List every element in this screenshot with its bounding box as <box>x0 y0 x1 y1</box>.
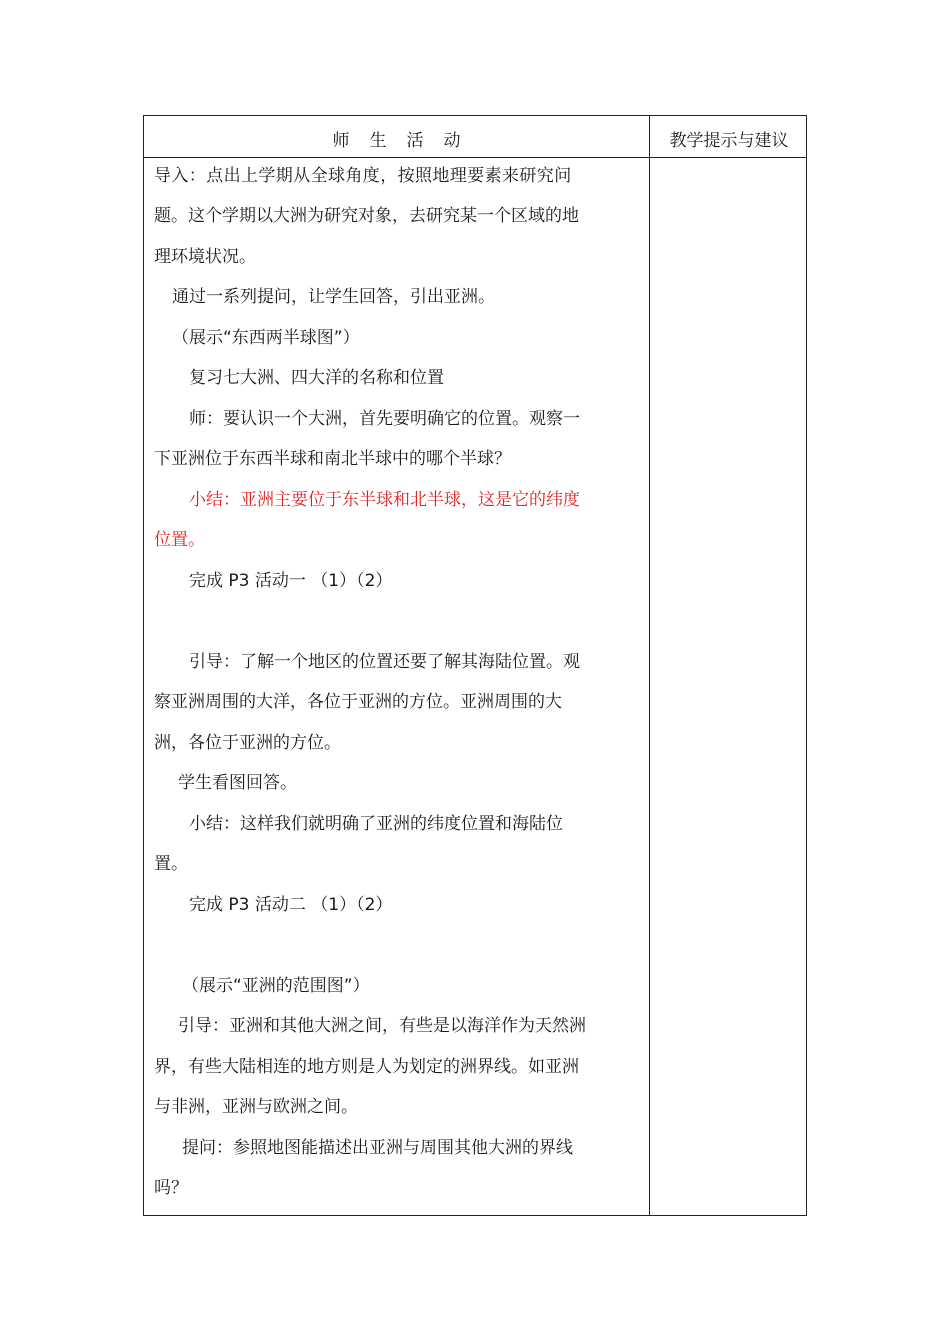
summary-highlight-line: 小结：亚洲主要位于东半球和北半球，这是它的纬度 <box>189 490 580 510</box>
text-line: 导入：点出上学期从全球角度，按照地理要素来研究问 <box>154 166 572 186</box>
text-line: 置。 <box>154 854 188 874</box>
summary-highlight-line: 位置。 <box>154 530 205 550</box>
text-line: 下亚洲位于东西半球和南北半球中的哪个半球？ <box>154 449 511 469</box>
text-line: 提问：参照地图能描述出亚洲与周围其他大洲的界线 <box>182 1138 573 1158</box>
text-line: 洲，各位于亚洲的方位。 <box>154 733 341 753</box>
header-teaching-tips: 教学提示与建议 <box>669 131 789 151</box>
text-line: 师：要认识一个大洲，首先要明确它的位置。观察一 <box>189 409 580 429</box>
text-line: 题。这个学期以大洲为研究对象，去研究某一个区域的地 <box>154 206 579 226</box>
table-header-row <box>144 116 806 158</box>
text-line: 察亚洲周围的大洋，各位于亚洲的方位。亚洲周围的大 <box>154 692 562 712</box>
text-line: 吗？ <box>154 1178 188 1198</box>
text-line: 与非洲，亚洲与欧洲之间。 <box>154 1097 358 1117</box>
text-line: 理环境状况。 <box>154 247 256 267</box>
text-line: 引导：亚洲和其他大洲之间，有些是以海洋作为天然洲 <box>178 1016 586 1036</box>
column-divider <box>649 116 650 1215</box>
text-line: （展示“亚洲的范围图”） <box>182 976 370 996</box>
text-line: 通过一系列提问，让学生回答，引出亚洲。 <box>172 287 495 307</box>
text-line: 完成 P3 活动二 （1）（2） <box>189 895 393 915</box>
text-line: 界，有些大陆相连的地方则是人为划定的洲界线。如亚洲 <box>154 1057 579 1077</box>
header-teacher-student-activity: 师生活动 <box>332 131 481 151</box>
text-line: 引导：了解一个地区的位置还要了解其海陆位置。观 <box>189 652 580 672</box>
lesson-plan-table <box>143 115 807 1216</box>
text-line: 学生看图回答。 <box>178 773 297 793</box>
text-line: 小结：这样我们就明确了亚洲的纬度位置和海陆位 <box>189 814 563 834</box>
text-line: 复习七大洲、四大洋的名称和位置 <box>189 368 444 388</box>
text-line: 完成 P3 活动一 （1）（2） <box>189 571 393 591</box>
text-line: （展示“东西两半球图”） <box>172 328 360 348</box>
